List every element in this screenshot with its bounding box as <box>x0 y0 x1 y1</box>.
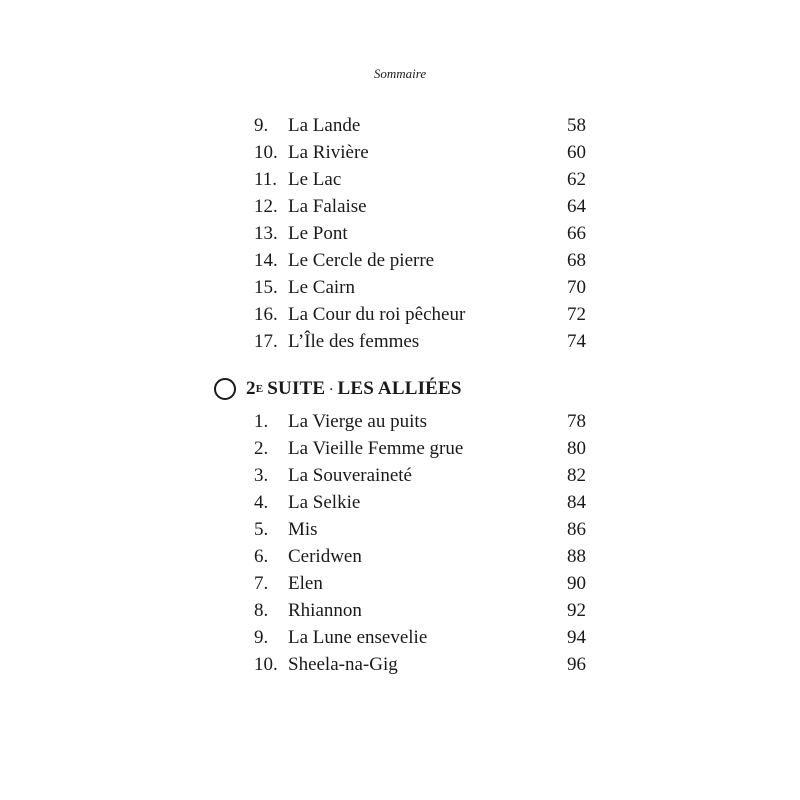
entry-number: 10. <box>254 142 278 163</box>
toc-entry <box>254 651 586 678</box>
entry-number: 8. <box>254 600 269 621</box>
entry-number: 3. <box>254 465 269 486</box>
entry-title: La Lande <box>288 115 361 136</box>
entry-page: 72 <box>567 304 586 325</box>
entry-title: Le Lac <box>288 169 342 190</box>
entry-number: 9. <box>254 115 269 136</box>
entry-page: 62 <box>567 169 586 190</box>
entry-page: 96 <box>567 654 586 675</box>
entry-page: 58 <box>567 115 586 136</box>
entry-number: 2. <box>254 438 269 459</box>
toc-entry <box>254 166 586 193</box>
section-superscript: E <box>255 383 264 395</box>
entry-number: 1. <box>254 411 269 432</box>
toc-list-part1 <box>254 112 586 355</box>
entry-page: 74 <box>567 331 586 352</box>
entry-title: Elen <box>288 573 323 594</box>
entry-number: 4. <box>254 492 269 513</box>
entry-title: L’Île des femmes <box>288 331 420 352</box>
entry-number: 13. <box>254 223 278 244</box>
toc-entry <box>254 516 586 543</box>
entry-page: 84 <box>567 492 586 513</box>
entry-title: La Rivière <box>288 142 369 163</box>
toc-entry <box>254 328 586 355</box>
entry-title: Le Cairn <box>288 277 356 298</box>
entry-title: Le Cercle de pierre <box>288 250 435 271</box>
entry-number: 12. <box>254 196 278 217</box>
entry-page: 78 <box>567 411 586 432</box>
entry-page: 82 <box>567 465 586 486</box>
entry-title: La Vierge au puits <box>288 411 428 432</box>
toc-entry <box>254 247 586 274</box>
entry-title: La Selkie <box>288 492 361 513</box>
entry-page: 80 <box>567 438 586 459</box>
section-separator: · <box>329 381 334 396</box>
entry-number: 16. <box>254 304 278 325</box>
entry-title: La Souveraineté <box>288 465 412 486</box>
entry-title: Ceridwen <box>288 546 362 567</box>
entry-number: 9. <box>254 627 269 648</box>
toc-entry <box>254 597 586 624</box>
toc-entry <box>254 193 586 220</box>
entry-page: 94 <box>567 627 586 648</box>
entry-number: 7. <box>254 573 269 594</box>
toc-entry <box>254 220 586 247</box>
toc-entry <box>254 112 586 139</box>
toc-entry <box>254 489 586 516</box>
entry-number: 10. <box>254 654 278 675</box>
circle-icon <box>214 378 236 400</box>
section-heading <box>214 374 462 404</box>
entry-title: Sheela-na-Gig <box>288 654 398 675</box>
entry-title: La Falaise <box>288 196 367 217</box>
entry-title: La Lune ensevelie <box>288 627 428 648</box>
entry-title: Le Pont <box>288 223 348 244</box>
section-number: 2 <box>246 378 256 399</box>
toc-entry <box>254 462 586 489</box>
entry-title: Rhiannon <box>288 600 362 621</box>
entry-page: 90 <box>567 573 586 594</box>
entry-number: 6. <box>254 546 269 567</box>
entry-number: 5. <box>254 519 269 540</box>
entry-number: 11. <box>254 169 278 190</box>
toc-entry <box>254 570 586 597</box>
entry-page: 88 <box>567 546 586 567</box>
entry-title: La Vieille Femme grue <box>288 438 464 459</box>
toc-entry <box>254 274 586 301</box>
entry-page: 60 <box>567 142 586 163</box>
toc-entry <box>254 624 586 651</box>
toc-entry <box>254 408 586 435</box>
entry-page: 86 <box>567 519 586 540</box>
page-header: Sommaire <box>373 66 427 81</box>
toc-entry <box>254 435 586 462</box>
section-subtitle: LES ALLIÉES <box>337 378 462 399</box>
toc-entry <box>254 139 586 166</box>
entry-page: 64 <box>567 196 586 217</box>
toc-entry <box>254 301 586 328</box>
entry-page: 92 <box>567 600 586 621</box>
entry-number: 15. <box>254 277 278 298</box>
entry-number: 17. <box>254 331 278 352</box>
toc-list-part2 <box>254 408 586 678</box>
entry-page: 66 <box>567 223 586 244</box>
entry-title: La Cour du roi pêcheur <box>288 304 466 325</box>
entry-page: 70 <box>567 277 586 298</box>
entry-number: 14. <box>254 250 278 271</box>
section-name: SUITE <box>267 378 326 399</box>
entry-title: Mis <box>288 519 318 540</box>
entry-page: 68 <box>567 250 586 271</box>
toc-entry <box>254 543 586 570</box>
